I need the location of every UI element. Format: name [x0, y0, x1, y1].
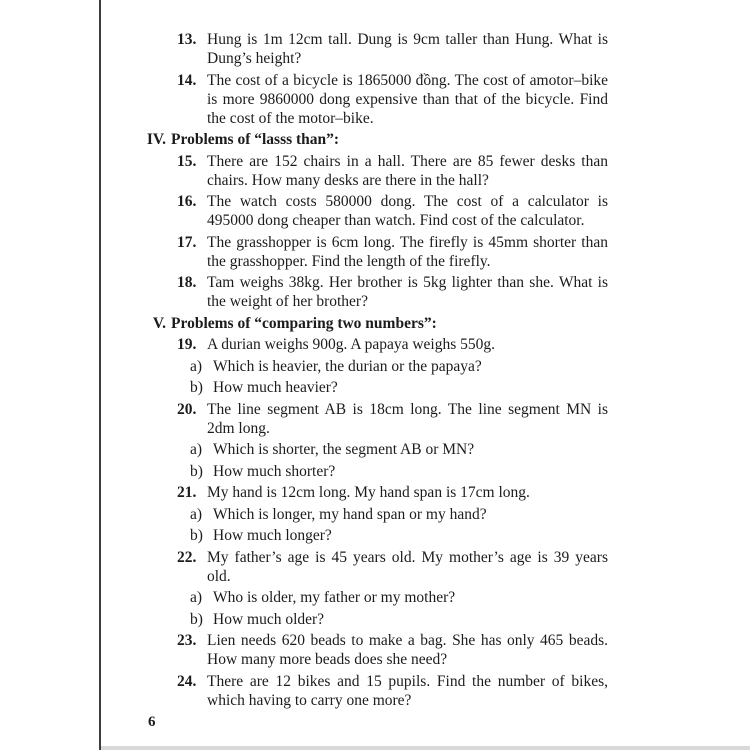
sub-item-letter: b) [190, 527, 203, 544]
problem-item [177, 672, 608, 710]
problem-number: 15. [177, 152, 197, 170]
sub-item-letter: a) [190, 505, 203, 523]
problem-number: 21. [177, 484, 197, 501]
sub-item [190, 357, 608, 376]
sub-item-letter: b) [190, 379, 203, 396]
page-bottom-edge [101, 746, 750, 750]
sub-item [190, 378, 608, 397]
problem-item [177, 400, 608, 438]
problem-text: The cost of a bicycle is 1865000 đồng. The cost of amotor–bike is more 9860000 dong expensive than that of the bicycle. Find the cost of the motor–bike. [207, 71, 608, 127]
sub-item [190, 588, 608, 607]
section-header [146, 314, 608, 333]
page-content [146, 30, 608, 712]
problem-text: There are 12 bikes and 15 pupils. Find the number of bikes, which having to carry one more? [207, 672, 608, 709]
sub-item-text: How much heavier? [213, 379, 338, 396]
sub-item [190, 610, 608, 629]
problem-number: 14. [177, 71, 197, 89]
problem-item [177, 233, 608, 271]
sub-item [190, 505, 608, 524]
problem-text: There are 152 chairs in a hall. There are 85 fewer desks than chairs. How many desks are there in the hall? [207, 152, 608, 189]
section-header [146, 130, 608, 149]
sub-item [190, 462, 608, 481]
sub-item-text: How much shorter? [213, 462, 336, 480]
problem-text: The watch costs 580000 dong. The cost of a calculator is 495000 dong cheaper than watch. Find cost of the calculator. [207, 193, 608, 229]
page-number: 6 [148, 714, 156, 730]
problem-item [177, 192, 608, 230]
problem-number: 19. [177, 336, 197, 353]
problem-text: The grasshopper is 6cm long. The firefly is 45mm shorter than the grasshopper. Find the length of the firefly. [207, 233, 608, 270]
sub-item-text: How much older? [213, 610, 325, 628]
section-numeral: V. [152, 314, 166, 332]
problem-item [177, 30, 608, 68]
problem-number: 24. [177, 672, 197, 690]
problem-number: 18. [177, 274, 197, 291]
problem-text: My father’s age is 45 years old. My mother’s age is 39 years old. [207, 548, 608, 585]
section-title: Problems of “lasss than”: [171, 131, 340, 148]
sub-item-letter: b) [190, 610, 203, 628]
sub-item-text: How much longer? [213, 527, 332, 544]
problem-item [177, 548, 608, 586]
problem-number: 22. [177, 548, 197, 566]
problem-item [177, 483, 608, 502]
page-edge-rule [99, 0, 101, 750]
problem-item [177, 152, 608, 190]
problem-item [177, 71, 608, 128]
section-numeral: IV. [146, 131, 166, 148]
section-title: Problems of “comparing two numbers”: [171, 314, 437, 332]
problem-item [177, 335, 608, 354]
sub-item-letter: a) [190, 357, 203, 375]
problem-item [177, 631, 608, 669]
sub-item-letter: b) [190, 462, 203, 480]
problem-number: 13. [177, 31, 197, 48]
problem-number: 20. [177, 400, 197, 418]
sub-item-text: Which is longer, my hand span or my hand? [213, 505, 487, 523]
problem-item [177, 273, 608, 311]
problem-text: Lien needs 620 beads to make a bag. She has only 465 beads. How many more beads does she need? [207, 632, 608, 668]
problem-text: Hung is 1m 12cm tall. Dung is 9cm taller than Hung. What is Dung’s height? [207, 31, 608, 67]
problem-number: 17. [177, 233, 197, 251]
problem-text: My hand is 12cm long. My hand span is 17cm long. [207, 484, 530, 501]
problem-text: Tam weighs 38kg. Her brother is 5kg lighter than she. What is the weight of her brother? [207, 274, 608, 310]
problem-text: The line segment AB is 18cm long. The line segment MN is 2dm long. [207, 400, 608, 437]
sub-item [190, 440, 608, 459]
sub-item [190, 526, 608, 545]
sub-item-letter: a) [190, 589, 203, 606]
problem-number: 23. [177, 632, 197, 649]
sub-item-text: Who is older, my father or my mother? [213, 589, 456, 606]
sub-item-letter: a) [190, 441, 203, 458]
problem-text: A durian weighs 900g. A papaya weighs 550g. [207, 336, 496, 353]
problem-number: 16. [177, 193, 197, 210]
sub-item-text: Which is heavier, the durian or the papaya? [213, 357, 482, 375]
sub-item-text: Which is shorter, the segment AB or MN? [213, 441, 475, 458]
